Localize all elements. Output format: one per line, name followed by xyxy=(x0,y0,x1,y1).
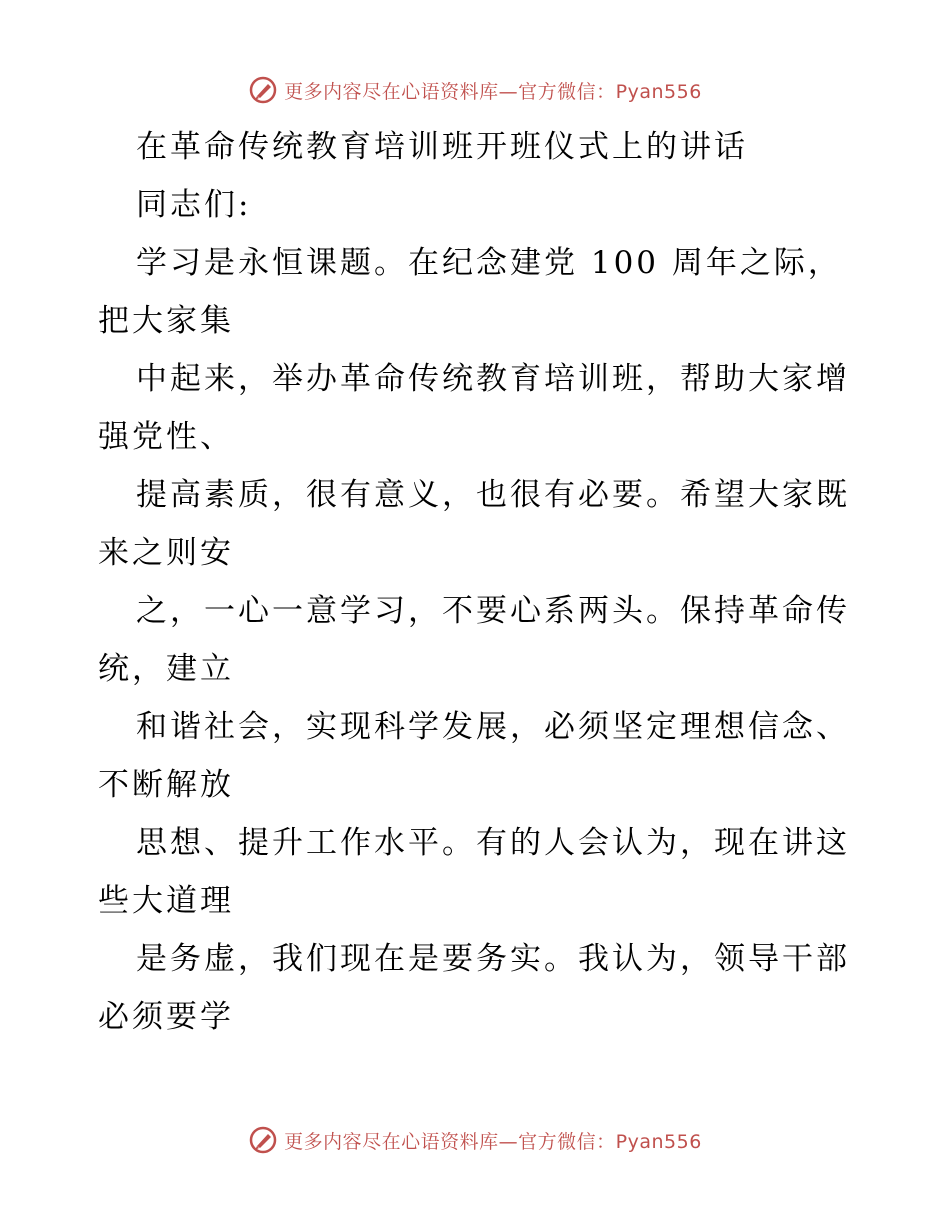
paragraph-line: 是务虚，我们现在是要务实。我认为，领导干部 xyxy=(136,941,850,977)
paragraph-line: 学习是永恒课题。在纪念建党 100 周年之际， xyxy=(136,245,842,281)
paragraph-line: 不断解放 xyxy=(98,767,234,803)
header-watermark xyxy=(0,72,950,108)
document-title: 在革命传统教育培训班开班仪式上的讲话 xyxy=(136,129,748,165)
paragraph-line: 中起来，举办革命传统教育培训班，帮助大家增 xyxy=(136,361,850,397)
paragraph-line: 必须要学 xyxy=(98,999,234,1035)
paragraph-line: 强党性、 xyxy=(98,419,234,455)
paragraph-line: 之，一心一意学习，不要心系两头。保持革命传 xyxy=(136,593,850,629)
paragraph-line: 来之则安 xyxy=(98,535,234,571)
paragraph-line: 统，建立 xyxy=(98,651,234,687)
footer-watermark xyxy=(0,1122,950,1158)
paragraph-line: 些大道理 xyxy=(98,883,234,919)
paragraph-line: 思想、提升工作水平。有的人会认为，现在讲这 xyxy=(136,825,850,861)
paragraph-line: 提高素质，很有意义，也很有必要。希望大家既 xyxy=(136,477,850,513)
salutation: 同志们: xyxy=(136,187,252,223)
pen-logo-icon xyxy=(248,75,278,105)
paragraph-line: 和谐社会，实现科学发展，必须坚定理想信念、 xyxy=(136,709,850,745)
paragraph-line: 把大家集 xyxy=(98,303,234,339)
pen-logo-icon xyxy=(248,1125,278,1155)
watermark-text: 更多内容尽在心语资料库—官方微信：Pyan556 xyxy=(284,1130,702,1153)
watermark-text: 更多内容尽在心语资料库—官方微信：Pyan556 xyxy=(284,80,702,103)
document-body xyxy=(98,118,858,1046)
